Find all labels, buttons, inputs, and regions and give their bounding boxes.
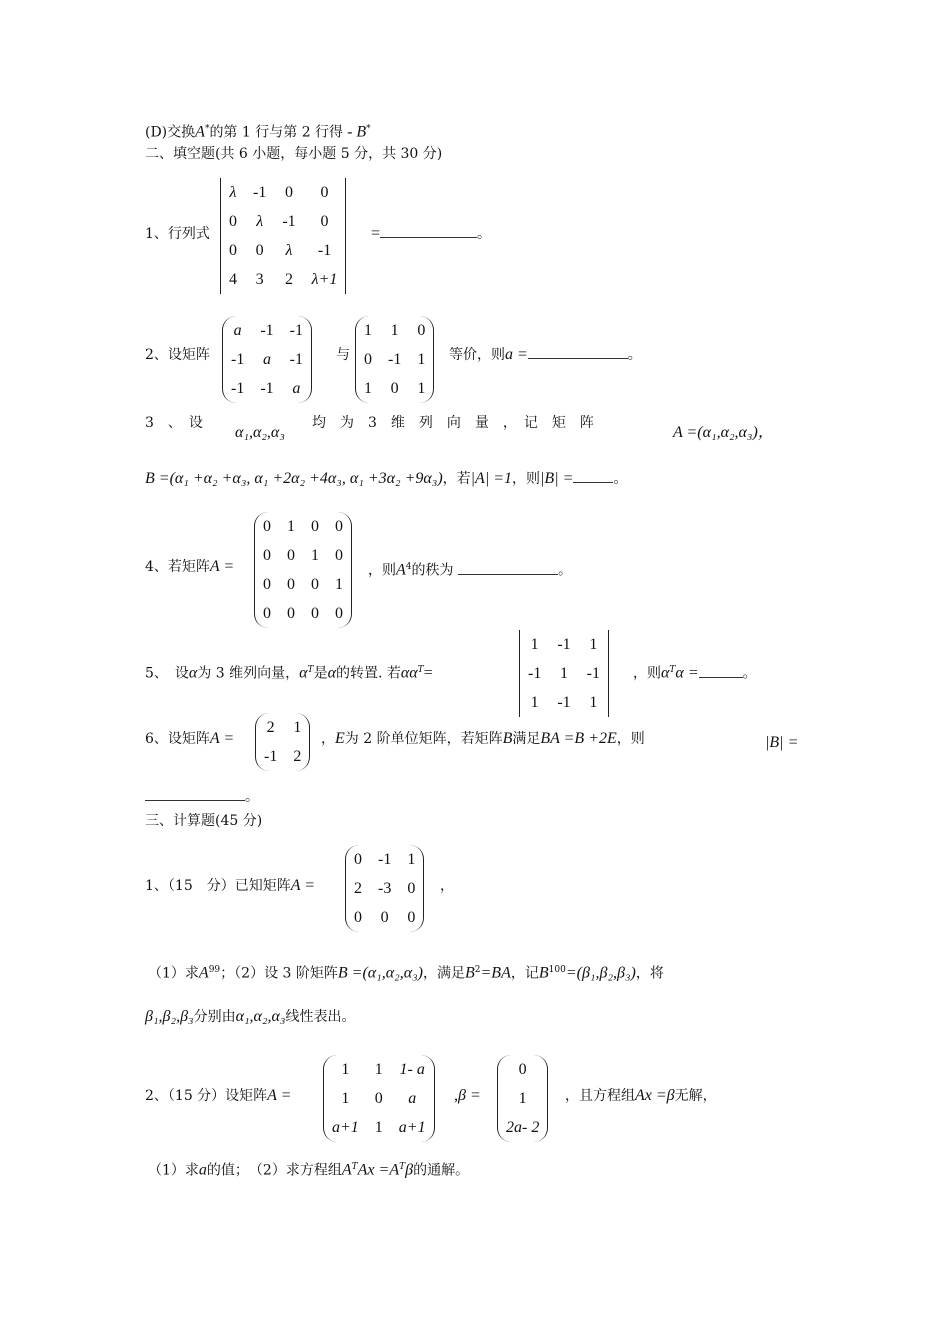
q5-blank (699, 665, 743, 678)
matrix-cell: 0 (311, 517, 319, 535)
matrix-cell: a (408, 1089, 417, 1107)
matrix-cell: 2 (293, 747, 302, 765)
matrix-cell: λ (229, 183, 237, 201)
matrix-cell: 1 (589, 693, 598, 711)
matrix-cell: 1 (518, 1089, 527, 1107)
matrix-cell: 1 (390, 321, 399, 339)
matrix-cell: 1- a (399, 1060, 425, 1078)
matrix-cell: 1 (374, 1118, 383, 1136)
matrix-cell: a (262, 350, 271, 368)
matrix-cell: 2 (266, 718, 275, 736)
matrix-cell: 0 (287, 575, 295, 593)
matrix-cell: a (233, 321, 242, 339)
matrix-cell: λ (256, 212, 264, 230)
q4-blank (458, 562, 558, 575)
section-2-heading: 二、填空题(共 6 小题，每小题 5 分，共 30 分) (145, 146, 443, 162)
matrix-cell: -1 (528, 664, 542, 682)
matrix-cell: 1 (407, 850, 416, 868)
q2-matrix-b (355, 316, 434, 403)
q3-alphas: α₁,α₂,α₃ (235, 424, 285, 441)
section-3-heading: 三、计算题(45 分) (145, 813, 263, 829)
c1-label: 1、（15 分）已知矩阵A = (145, 877, 316, 894)
matrix-cell: 1 (364, 379, 372, 397)
option-d: (D)交换A*的第 1 行与第 2 行得 - B* (145, 123, 371, 141)
matrix-cell: λ+1 (311, 270, 338, 288)
matrix-cell: -1 (586, 664, 600, 682)
matrix-cell: -1 (260, 379, 274, 397)
matrix-cell: -1 (388, 350, 402, 368)
matrix-cell: 0 (320, 212, 329, 230)
matrix-cell: -1 (282, 212, 296, 230)
q2-matrix-a (222, 316, 312, 403)
matrix-cell: -1 (317, 241, 332, 259)
matrix-cell: 1 (417, 350, 426, 368)
matrix-cell: 0 (518, 1060, 527, 1078)
matrix-cell: 0 (380, 908, 389, 926)
q4-answer: ，则$A^4$的秩为 。 (368, 561, 572, 579)
matrix-cell: 0 (263, 546, 271, 564)
matrix-cell: 0 (335, 546, 343, 564)
q3-line1b: 均 为 3 维 列 向 量 ， 记 矩 阵 (312, 415, 594, 431)
matrix-cell: 0 (335, 604, 343, 622)
matrix-cell: -1 (264, 747, 278, 765)
q1-determinant (220, 178, 346, 294)
matrix-cell: 0 (374, 1089, 383, 1107)
q3-blank (573, 470, 613, 483)
q2-mid: 与 (336, 347, 350, 363)
c2-label: 2、（15 分）设矩阵A = (145, 1087, 292, 1104)
option-d-label: (D)交换 (145, 124, 196, 141)
matrix-cell: 0 (255, 241, 264, 259)
q6-label: 6、设矩阵A = (145, 730, 235, 747)
c1-part2: β₁,β₂,β₃分别由α₁,α₂,α₃线性表出。 (145, 1008, 356, 1025)
matrix-cell: 0 (417, 321, 426, 339)
c2-vector-b (497, 1055, 548, 1142)
q5-answer: ，则$\alpha^T\alpha$ = 。 (633, 664, 757, 682)
matrix-cell: 1 (364, 321, 372, 339)
matrix-cell: 1 (311, 546, 319, 564)
matrix-cell: 1 (341, 1060, 350, 1078)
q6-detb: |B| = (765, 734, 799, 751)
matrix-cell: -1 (289, 350, 303, 368)
matrix-cell: 2 (354, 879, 362, 897)
matrix-cell: a (292, 379, 301, 397)
matrix-cell: -1 (231, 350, 245, 368)
matrix-cell: -1 (289, 321, 303, 339)
matrix-cell: 0 (407, 908, 416, 926)
matrix-cell: 0 (287, 546, 295, 564)
q4-matrix (254, 512, 352, 628)
matrix-cell: 0 (311, 575, 319, 593)
matrix-cell: 0 (335, 517, 343, 535)
matrix-cell: λ (285, 241, 293, 259)
c1-part1: （1）求$A^{99}$；（2）设 3 阶矩阵B =(α₁,α₂,α₃)，满足$B^2=BA$，记$B^{100}=(\beta_1,\beta_2,\beta_3)$，将 (148, 964, 664, 982)
q2-blank (528, 346, 628, 359)
matrix-cell: 1 (530, 635, 539, 653)
q2-answer: 等价，则a = 。 (449, 346, 642, 363)
matrix-cell: 0 (263, 604, 271, 622)
matrix-cell: 0 (390, 379, 399, 397)
matrix-cell: 0 (229, 241, 237, 259)
c2-parts: （1）求a的值； （2）求方程组$A^TAx =A^T\beta$的通解。 (148, 1161, 470, 1179)
matrix-cell: 1 (341, 1089, 350, 1107)
matrix-cell: 3 (255, 270, 264, 288)
q1-label: 1、行列式 (145, 226, 210, 242)
matrix-cell: a+1 (332, 1118, 359, 1136)
matrix-cell: 0 (354, 850, 362, 868)
matrix-cell: a+1 (398, 1118, 426, 1136)
matrix-cell: 0 (263, 575, 271, 593)
matrix-cell: 0 (320, 183, 329, 201)
matrix-cell: 1 (417, 379, 426, 397)
matrix-cell: 1 (287, 517, 295, 535)
matrix-cell: 1 (293, 718, 302, 736)
matrix-cell: 0 (364, 350, 372, 368)
q3-line2: B =(α₁ +α₂ +α₃, α₁ +2α₂ +4α₃, α₁ +3α₂ +9α₃)，若|A| =1，则|B| = 。 (145, 470, 628, 487)
c2-tail: ，且方程组Ax =β无解， (565, 1087, 717, 1104)
q6-text: ，E为 2 阶单位矩阵，若矩阵B满足BA =B +2E，则 (321, 730, 645, 747)
matrix-cell: 1 (530, 693, 539, 711)
q4-label: 4、若矩阵A = (145, 558, 235, 575)
matrix-cell: 4 (229, 270, 237, 288)
c1-end: ， (440, 878, 454, 894)
matrix-cell: 2a- 2 (506, 1118, 540, 1136)
matrix-cell: 1 (374, 1060, 383, 1078)
q6-matrix (255, 713, 310, 771)
matrix-cell: 1 (335, 575, 343, 593)
matrix-cell: 1 (559, 664, 568, 682)
matrix-cell: 0 (284, 183, 293, 201)
matrix-cell: -1 (378, 850, 392, 868)
q1-answer: = 。 (371, 225, 492, 242)
matrix-cell: -1 (253, 183, 267, 201)
q5-matrix (519, 630, 609, 717)
matrix-cell: 0 (229, 212, 237, 230)
matrix-cell: -1 (260, 321, 274, 339)
c1-matrix (345, 845, 424, 932)
q3-line1: 3 、 设 (145, 415, 203, 431)
q6-answer: 。 (145, 788, 259, 806)
matrix-cell: 1 (589, 635, 598, 653)
c2-matrix-a (323, 1055, 435, 1142)
matrix-cell: 0 (311, 604, 319, 622)
matrix-cell: 0 (263, 517, 271, 535)
matrix-cell: 0 (407, 879, 416, 897)
c2-beta: ,β = (454, 1087, 481, 1104)
matrix-cell: -1 (231, 379, 245, 397)
matrix-cell: -1 (557, 693, 571, 711)
q3-adef: A =(α₁,α₂,α₃)， (673, 424, 774, 441)
matrix-cell: -3 (378, 879, 392, 897)
q1-blank (380, 225, 477, 238)
q5-text: 5、 设α为 3 维列向量，$\alpha^T$是α的转置. 若$\alpha\alpha^T=$ (145, 664, 433, 682)
q6-blank (145, 788, 245, 801)
matrix-cell: 2 (284, 270, 293, 288)
matrix-cell: -1 (557, 635, 571, 653)
matrix-cell: 0 (287, 604, 295, 622)
matrix-cell: 0 (354, 908, 362, 926)
q2-label: 2、设矩阵 (145, 347, 210, 363)
